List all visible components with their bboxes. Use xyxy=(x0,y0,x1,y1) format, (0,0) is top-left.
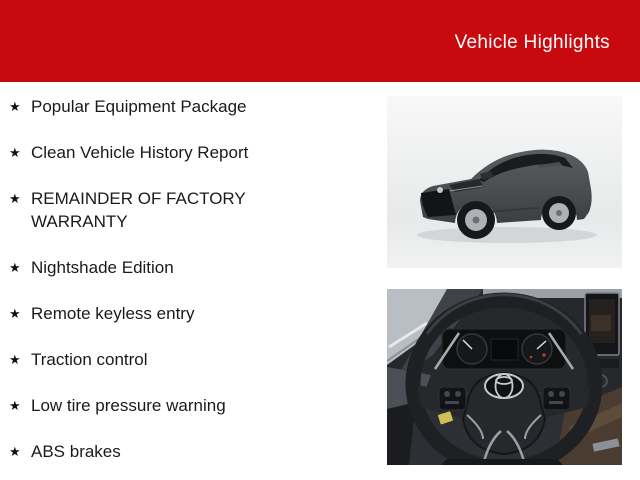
highlight-text: REMAINDER OF FACTORY WARRANTY xyxy=(31,189,246,231)
highlight-text: Popular Equipment Package xyxy=(31,97,247,116)
highlight-text: Remote keyless entry xyxy=(31,304,195,323)
highlight-text: Low tire pressure warning xyxy=(31,396,226,415)
star-icon: ★ xyxy=(9,260,21,275)
highlight-text: Clean Vehicle History Report xyxy=(31,143,249,162)
star-icon: ★ xyxy=(9,306,21,321)
star-icon: ★ xyxy=(9,145,21,160)
list-item xyxy=(8,141,380,164)
list-item xyxy=(8,187,380,233)
page-title: Vehicle Highlights xyxy=(454,32,610,53)
steering-wheel-illustration xyxy=(387,289,622,465)
car-exterior-illustration xyxy=(387,96,622,268)
star-icon: ★ xyxy=(9,191,21,206)
exterior-photo xyxy=(387,96,622,268)
highlight-text: Nightshade Edition xyxy=(31,258,174,277)
highlight-text: Traction control xyxy=(31,350,148,369)
interior-photo xyxy=(387,289,622,465)
list-item xyxy=(8,348,380,371)
star-icon: ★ xyxy=(9,352,21,367)
list-item xyxy=(8,256,380,279)
highlights-list xyxy=(8,95,380,480)
highlight-text: ABS brakes xyxy=(31,442,121,461)
list-item xyxy=(8,440,380,463)
star-icon: ★ xyxy=(9,444,21,459)
list-item xyxy=(8,95,380,118)
header-bar xyxy=(0,0,640,82)
list-item xyxy=(8,302,380,325)
star-icon: ★ xyxy=(9,99,21,114)
star-icon: ★ xyxy=(9,398,21,413)
list-item xyxy=(8,394,380,417)
